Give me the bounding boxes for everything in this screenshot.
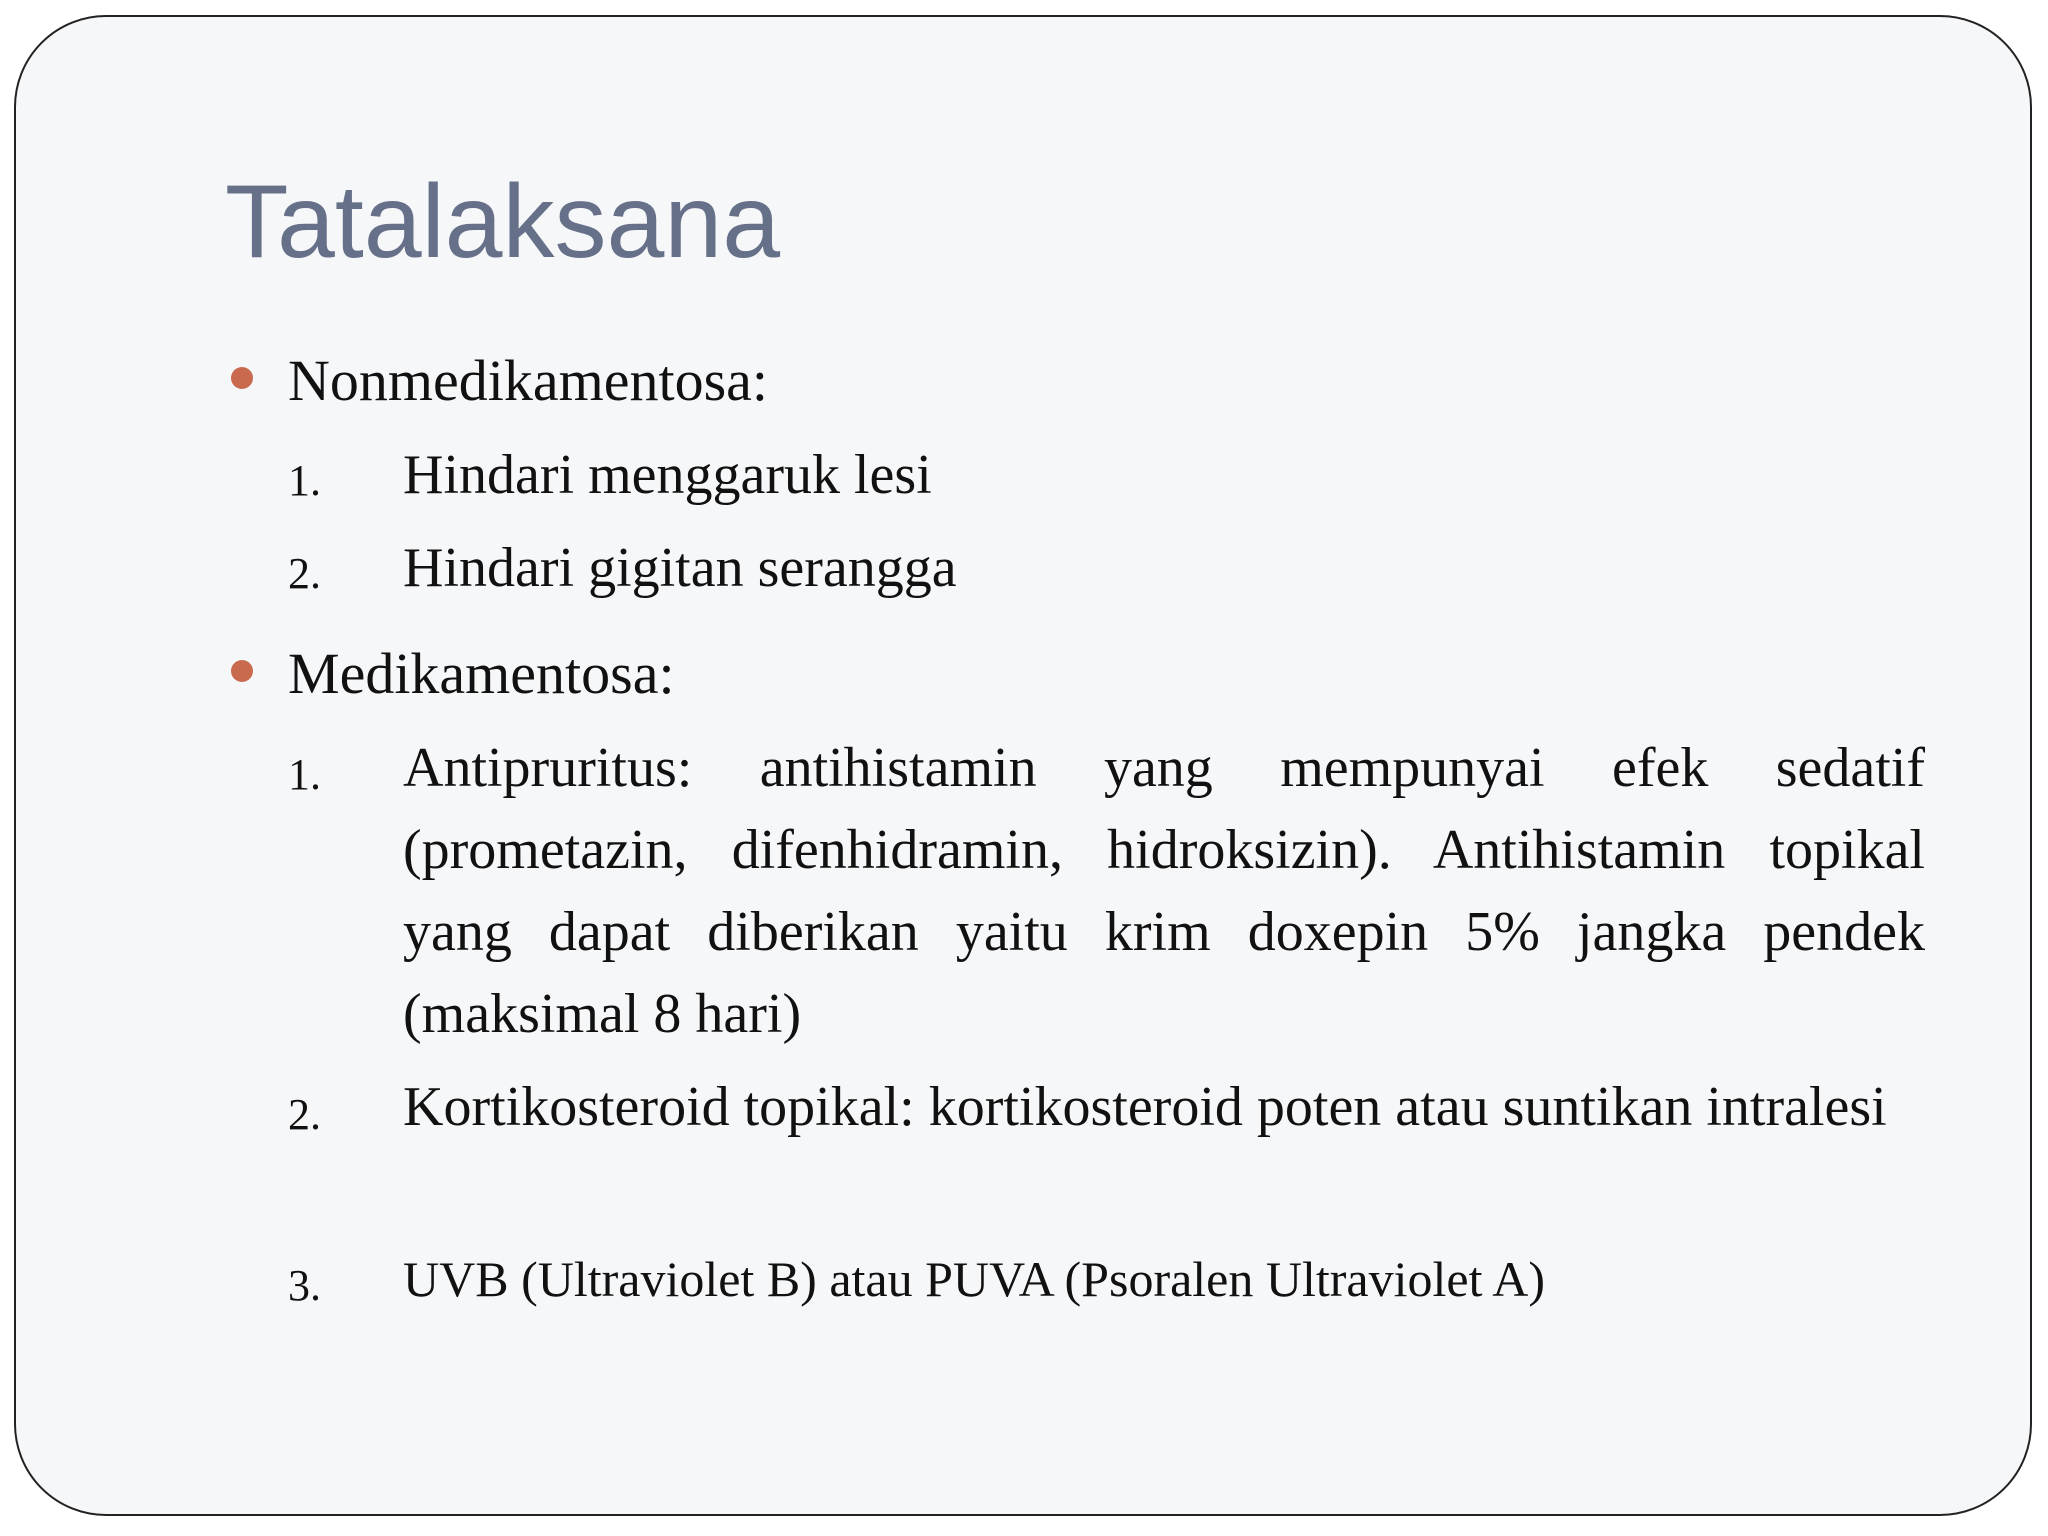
bullet-dot-icon (231, 660, 253, 682)
bullet-dot-icon (231, 367, 253, 389)
slide-title: Tatalaksana (225, 164, 781, 280)
list-item-text: Antipruritus: antihistamin yang mempunyai efek sedatif (prometazin, difenhidramin, hidroksizin). Antihistamin topikal yang dapat diberikan yaitu krim doxepin 5% jangka pendek (maksimal 8 hari) (403, 737, 1925, 1045)
list-item-number: 2. (288, 549, 321, 598)
section-heading-medikamentosa: Medikamentosa: (288, 641, 675, 706)
list-item-number: 1. (288, 456, 321, 505)
list-item-number: 3. (288, 1261, 321, 1310)
list-item-text: Kortikosteroid topikal: kortikosteroid poten atau suntikan intralesi (403, 1076, 1887, 1138)
list-item-text: Hindari gigitan serangga (403, 537, 957, 599)
list-item-text: UVB (Ultraviolet B) atau PUVA (Psoralen Ultraviolet A) (403, 1251, 1545, 1307)
section-heading-nonmedikamentosa: Nonmedikamentosa: (288, 348, 769, 413)
list-item-number: 2. (288, 1090, 321, 1139)
list-item-text: Hindari menggaruk lesi (403, 444, 932, 506)
list-item-number: 1. (288, 750, 321, 799)
